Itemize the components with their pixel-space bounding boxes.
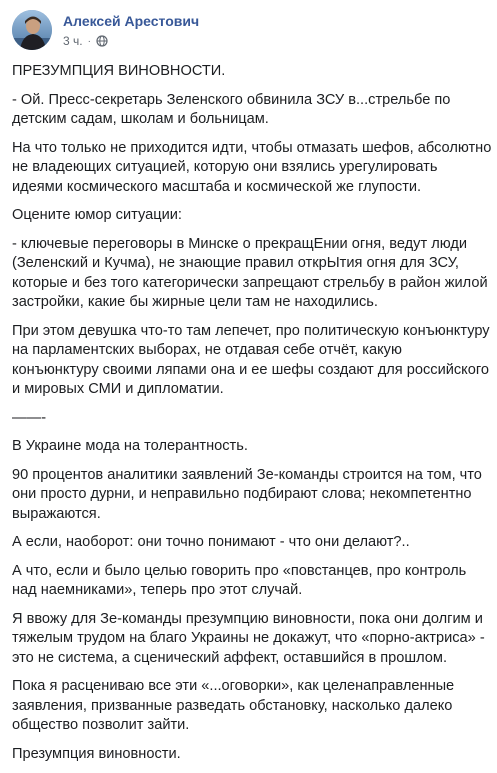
post-paragraph: При этом девушка что-то там лепечет, про политическую конъюнктуру на парламентских выборах, не отдавая себе отчёт, какую конъюнктуру своими ляпами она и ее шефы создают для российского и мировых СМИ и дипломатии. (12, 322, 490, 397)
post-paragraph: Я ввожу для Зе-команды презумпцию виновности, пока они долгим и тяжелым трудом на благо Украины не докажут, что «порно-актриса» - это не система, а сценический аффект, оставшийся в прошлом. (12, 610, 485, 666)
post-paragraph: Оцените юмор ситуации: (12, 207, 182, 223)
post-paragraph: ПРЕЗУМПЦИЯ ВИНОВНОСТИ. (12, 63, 226, 79)
post-separator: ——- (12, 409, 47, 426)
globe-icon[interactable] (96, 35, 108, 47)
post-paragraph: В Украине мода на толерантность. (12, 438, 248, 454)
post-paragraph: Презумпция виновности. (12, 745, 181, 762)
post-paragraph: А если, наоборот: они точно понимают - что они делают?.. (12, 534, 410, 550)
post-paragraph: А что, если и было целью говорить про «повстанцев, про контроль над наемниками», теперь про этот случай. (12, 562, 467, 598)
post-paragraph: На что только не приходится идти, чтобы отмазать шефов, абсолютно не владеющих ситуацией, которую они взялись урегулировать идеями космического масштаба и космической же глупости. (12, 139, 492, 195)
avatar-image (12, 10, 52, 50)
post-paragraph: 90 процентов аналитики заявлений Зе-команды строится на том, что они просто дурни, и неправильно подбирают слова; некомпетентно выражаются. (12, 466, 482, 522)
post-header (12, 10, 482, 54)
avatar[interactable] (12, 10, 52, 50)
post-time[interactable]: 3 ч. (63, 34, 83, 48)
post-paragraph: - ключевые переговоры в Минске о прекращЕнии огня, ведут люди (Зеленский и Кучма), не знающие правил открЫтия огня для ЗСУ, которые и без того категорически запрещают стрельбу в район жилой застройки, какие бы жирные цели там не находились. (12, 235, 488, 310)
author-name[interactable]: Алексей Арестович (63, 13, 200, 29)
post-paragraph: - Ой. Пресс-секретарь Зеленского обвинила ЗСУ в...стрельбе по детским садам, школам и больницам. (12, 91, 451, 127)
meta-separator: · (87, 35, 91, 47)
post-body (12, 62, 492, 773)
post-paragraph: Пока я расцениваю все эти «...оговорки», как целенаправленные заявления, призванные разведать обстановку, насколько далеко общество позволит зайти. (12, 678, 455, 733)
post-meta (63, 34, 108, 48)
